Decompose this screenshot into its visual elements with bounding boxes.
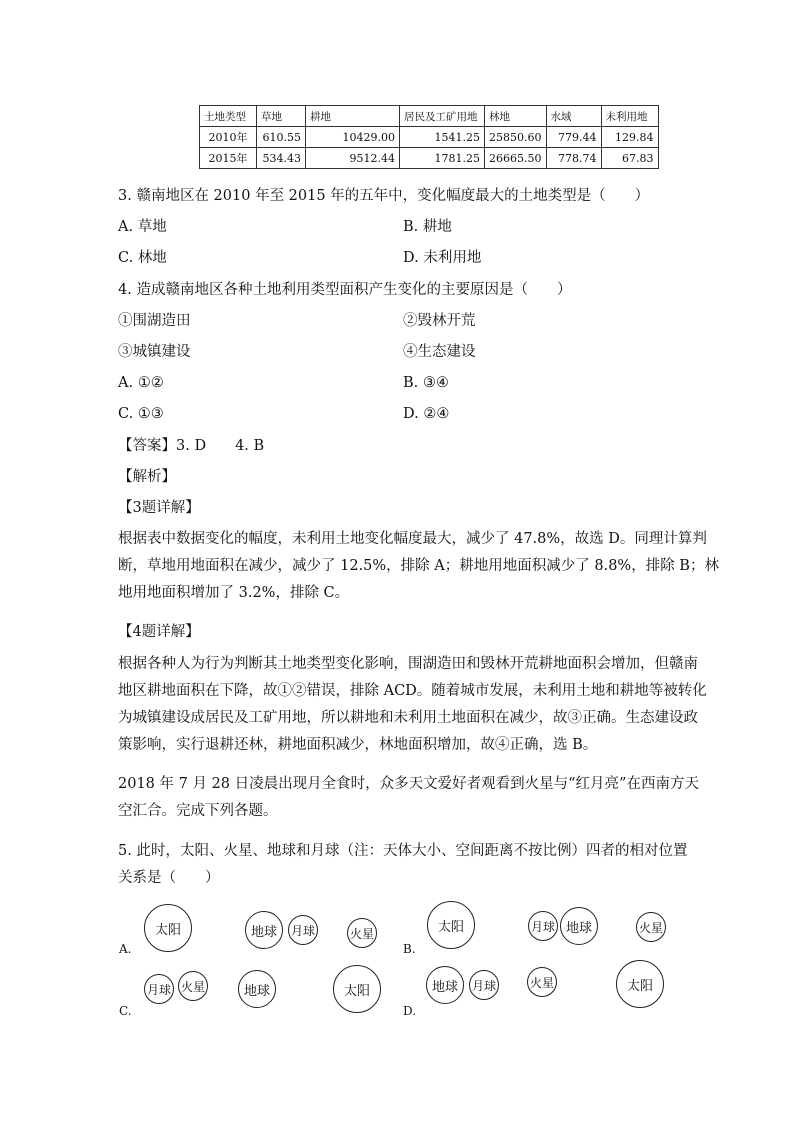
intro-line: 2018 年 7 月 28 日凌晨出现月全食时，众多天文爱好者观看到火星与“红月亮”在西南方天 [118,776,699,792]
mars-circle: 火星 [636,912,666,942]
q4-detail-line: 地区耕地面积在下降，故①②错误，排除 ACD。随着城市发展，未利用土地和耕地等被转化 [118,683,707,699]
q5-option-c: C. [119,1004,132,1018]
table-cell: 129.84 [601,127,658,148]
q4-detail-line: 为城镇建设成居民及工矿用地，所以耕地和未利用土地面积在减少，故③正确。生态建设政 [118,710,698,726]
q5-option-b: B. [403,942,416,956]
intro-paragraph [118,771,699,825]
q4-item-3: ③城镇建设 [118,344,191,360]
q5-stem-line: 关系是（ ） [118,870,220,886]
q4-stem: 4. 造成赣南地区各种土地利用类型面积产生变化的主要原因是（ ） [118,282,572,298]
table-cell: 1781.25 [400,148,485,169]
q3-option-a: A. 草地 [118,219,167,235]
mars-circle: 火星 [178,971,208,1001]
q4-option-a: A. ①② [118,375,164,391]
q4-detail-label: 【4题详解】 [118,624,200,640]
q3-detail-line: 根据表中数据变化的幅度，未利用土地变化幅度最大，减少了 47.8%，故选 D。同理计算判 [118,531,707,547]
table-header: 林地 [485,106,547,127]
table-header: 草地 [257,106,306,127]
q3-detail-label: 【3题详解】 [118,500,200,516]
q3-detail [118,526,719,607]
table-cell: 26665.50 [485,148,547,169]
table-cell: 779.44 [546,127,601,148]
table-cell: 534.43 [257,148,306,169]
q4-option-d: D. ②④ [403,406,450,422]
table-cell: 10429.00 [306,127,400,148]
table-cell: 778.74 [546,148,601,169]
q3-option-d: D. 未利用地 [403,250,482,266]
q4-item-1: ①围湖造田 [118,313,191,329]
table-cell: 67.83 [601,148,658,169]
q5-stem-line: 5. 此时，太阳、火星、地球和月球（注：天体大小、空间距离不按比例）四者的相对位置 [118,843,688,859]
q4-item-2: ②毁林开荒 [403,313,476,329]
q4-detail [118,651,707,759]
table-header: 未利用地 [601,106,658,127]
mars-circle: 火星 [347,918,377,948]
moon-circle: 月球 [144,974,174,1004]
q4-option-c: C. ①③ [118,406,164,422]
table-cell: 9512.44 [306,148,400,169]
mars-circle: 火星 [527,967,557,997]
sun-circle: 太阳 [616,960,664,1008]
q3-detail-line: 地用地面积增加了 3.2%，排除 C。 [118,585,350,601]
table-cell: 2010年 [200,127,257,148]
moon-circle: 月球 [469,970,499,1000]
table-row [200,127,659,148]
table-cell: 610.55 [257,127,306,148]
table-cell: 2015年 [200,148,257,169]
sun-circle: 太阳 [333,965,381,1013]
table-row [200,148,659,169]
earth-circle: 地球 [426,966,464,1004]
q4-option-b: B. ③④ [403,375,449,391]
q3-detail-line: 断，草地用地面积在减少，减少了 12.5%，排除 A；耕地用地面积减少了 8.8%，排除 B；林 [118,558,719,574]
q4-item-4: ④生态建设 [403,344,476,360]
table-header-row [200,106,659,127]
sun-circle: 太阳 [144,904,192,952]
earth-circle: 地球 [560,907,598,945]
q5-option-a: A. [119,942,132,956]
table-header: 水域 [546,106,601,127]
q3-option-c: C. 林地 [118,250,167,266]
sun-circle: 太阳 [427,901,475,949]
q3-stem: 3. 赣南地区在 2010 年至 2015 年的五年中，变化幅度最大的土地类型是（ ） [118,188,650,204]
table-header: 土地类型 [200,106,257,127]
table-cell: 1541.25 [400,127,485,148]
table-cell: 25850.60 [485,127,547,148]
answer-line: 【答案】3. D 4. B [118,438,265,454]
table-header: 居民及工矿用地 [400,106,485,127]
land-use-table [199,105,659,169]
moon-circle: 月球 [528,911,558,941]
analysis-label: 【解析】 [118,469,176,485]
intro-line: 空汇合。完成下列各题。 [118,803,278,819]
earth-circle: 地球 [238,970,276,1008]
moon-circle: 月球 [288,915,318,945]
q5-stem [118,838,688,892]
earth-circle: 地球 [245,911,283,949]
q5-option-d: D. [403,1004,417,1018]
q4-detail-line: 根据各种人为行为判断其土地类型变化影响，围湖造田和毁林开荒耕地面积会增加，但赣南 [118,656,698,672]
q3-option-b: B. 耕地 [403,219,452,235]
table-header: 耕地 [306,106,400,127]
q4-detail-line: 策影响，实行退耕还林，耕地面积减少，林地面积增加，故④正确，选 B。 [118,737,598,753]
